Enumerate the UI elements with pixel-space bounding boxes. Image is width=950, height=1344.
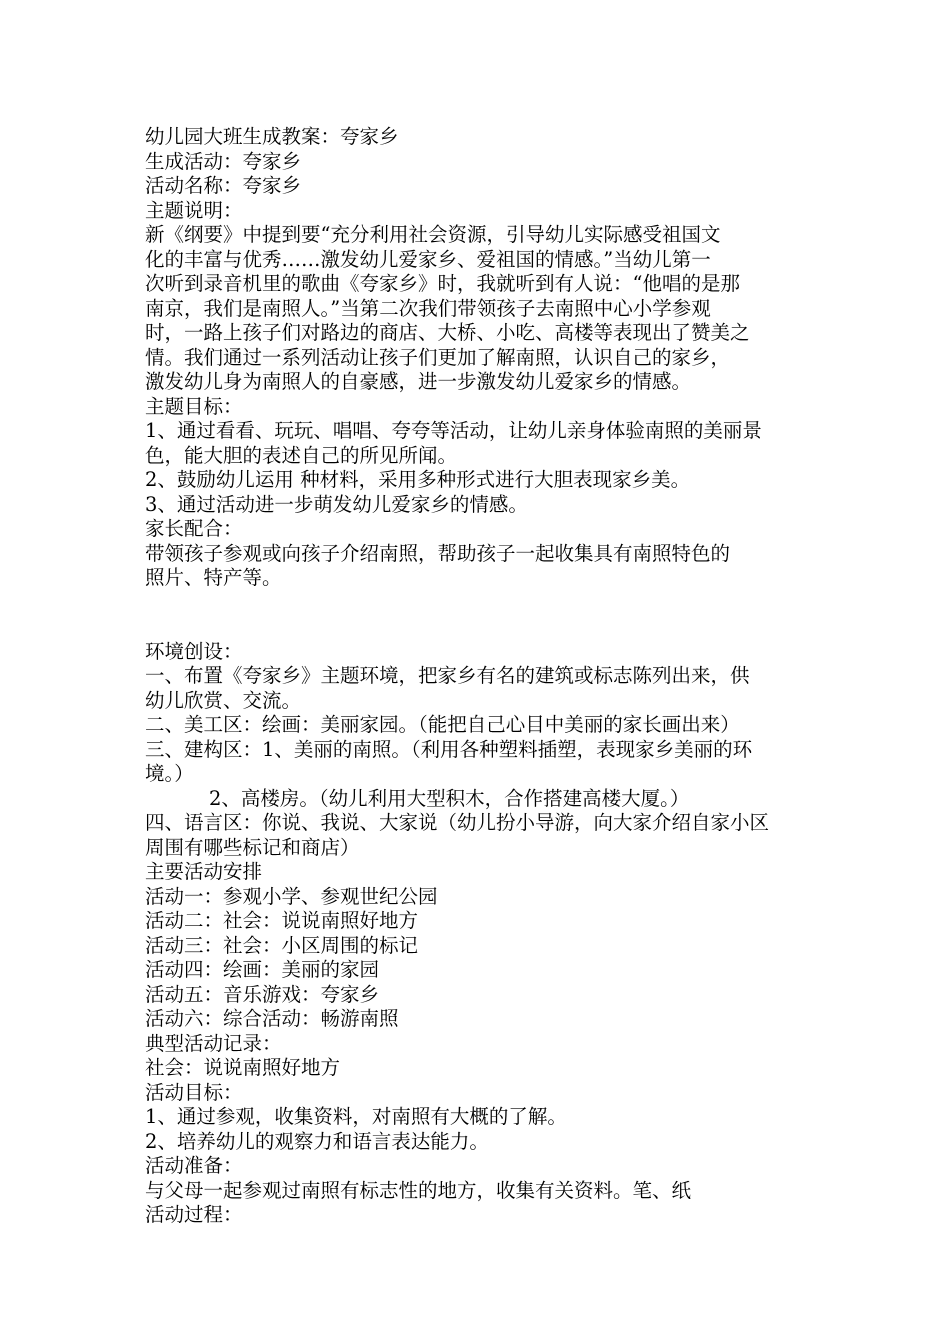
goals-line: 2、鼓励幼儿运用 种材料，采用多种形式进行大胆表现家乡美。: [145, 468, 691, 491]
prep-line: 与父母一起参观过南照有标志性的地方，收集有关资料。笔、纸: [145, 1178, 692, 1202]
parents-heading: 家长配合：: [145, 517, 243, 540]
env-heading: 环境创设：: [145, 639, 243, 663]
theme-heading: 主题说明：: [145, 198, 243, 222]
env-line: 三、建构区：1、美丽的南照。（利用各种塑料插塑，表现家乡美丽的环: [145, 737, 753, 761]
record-goals-line: 1、通过参观，收集资料，对南照有大概的了解。: [145, 1105, 567, 1128]
record-subject: 社会：说说南照好地方: [145, 1056, 341, 1079]
process-heading: 活动过程：: [145, 1203, 243, 1226]
theme-line: 新《纲要》中提到要“充分利用社会资源，引导幼儿实际感受祖国文: [145, 223, 721, 246]
document-title: 幼儿园大班生成教案：夸家乡: [145, 125, 399, 148]
env-line: 幼儿欣赏、交流。: [145, 688, 302, 712]
env-indented-line: 2、高楼房。（幼儿利用大型积木，合作搭建高楼大厦。）: [209, 786, 690, 810]
theme-line: 化的丰富与优秀……激发幼儿爱家乡、爱祖国的情感。”当幼儿第一: [145, 247, 711, 271]
env-line: 四、语言区：你说、我说、大家说（幼儿扮小导游，向大家介绍自家小区: [145, 811, 770, 834]
env-line: 二、美工区：绘画：美丽家园。（能把自己心目中美丽的家长画出来）: [145, 713, 740, 736]
theme-line: 时，一路上孩子们对路边的商店、大桥、小吃、高楼等表现出了赞美之: [145, 321, 750, 344]
record-heading: 典型活动记录：: [145, 1031, 282, 1055]
goals-line: 1、通过看看、玩玩、唱唱、夸夸等活动，让幼儿亲身体验南照的美丽景: [145, 419, 762, 442]
schedule-item: 活动四：绘画：美丽的家园: [145, 958, 380, 981]
goals-line: 色，能大胆的表述自己的所见所闻。: [145, 443, 458, 467]
parents-line: 带领孩子参观或向孩子介绍南照，帮助孩子一起收集具有南照特色的: [145, 541, 731, 565]
env-line: 一、布置《夸家乡》主题环境，把家乡有名的建筑或标志陈列出来，供: [145, 664, 750, 687]
document-page: [145, 125, 815, 1228]
schedule-item: 活动一：参观小学、参观世纪公园: [145, 884, 438, 908]
goals-heading: 主题目标：: [145, 394, 243, 418]
theme-line: 情。我们通过一系列活动让孩子们更加了解南照，认识自己的家乡，: [145, 345, 731, 369]
theme-line: 南京，我们是南照人。”当第二次我们带领孩子去南照中心小学参观: [145, 296, 711, 320]
blank-spacer: [145, 591, 815, 640]
env-line: 境。）: [145, 762, 194, 785]
schedule-item: 活动三：社会：小区周围的标记: [145, 933, 419, 957]
schedule-item: 活动六：综合活动：畅游南照: [145, 1007, 399, 1030]
record-goals-line: 2、培养幼儿的观察力和语言表达能力。: [145, 1129, 489, 1153]
schedule-item: 活动五：音乐游戏：夸家乡: [145, 982, 380, 1006]
activity-name: 活动名称：夸家乡: [145, 174, 302, 197]
theme-line: 次听到录音机里的歌曲《夸家乡》时，我就听到有人说：“他唱的是那: [145, 272, 740, 295]
theme-line: 激发幼儿身为南照人的自豪感，进一步激发幼儿爱家乡的情感。: [145, 370, 692, 393]
goals-line: 3、通过活动进一步萌发幼儿爱家乡的情感。: [145, 492, 528, 516]
record-goals-heading: 活动目标：: [145, 1080, 243, 1104]
parents-line: 照片、特产等。: [145, 566, 282, 589]
prep-heading: 活动准备：: [145, 1154, 243, 1177]
schedule-item: 活动二：社会：说说南照好地方: [145, 909, 419, 932]
env-line: 周围有哪些标记和商店）: [145, 835, 360, 859]
activity-type: 生成活动：夸家乡: [145, 149, 302, 173]
schedule-heading: 主要活动安排: [145, 860, 263, 883]
